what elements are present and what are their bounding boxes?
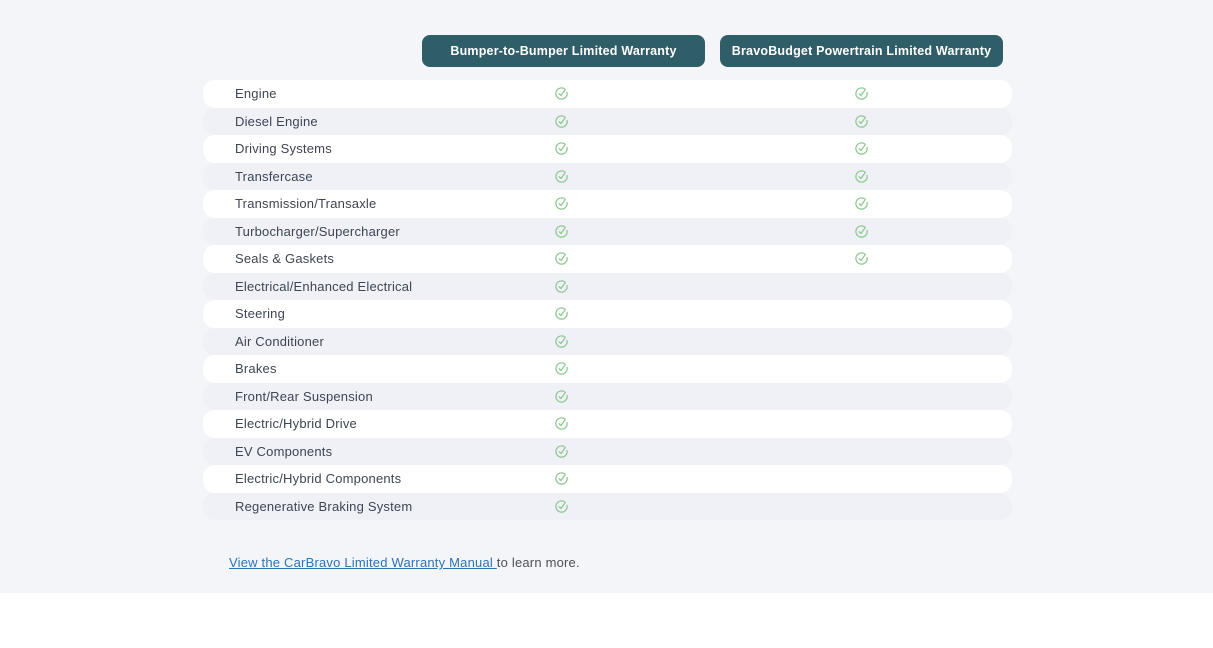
footer-note (229, 555, 580, 570)
check-circle-icon (554, 251, 569, 266)
table-row (203, 163, 1012, 191)
component-label: Brakes (235, 361, 277, 377)
check-circle-icon (554, 444, 569, 459)
check-circle-icon (554, 196, 569, 211)
check-circle-icon (554, 86, 569, 101)
table-row (203, 80, 1012, 108)
component-label: Electric/Hybrid Components (235, 471, 402, 487)
check-circle-icon (554, 361, 569, 376)
component-label: Diesel Engine (235, 113, 318, 129)
table-row (203, 438, 1012, 466)
component-label: Air Conditioner (235, 333, 324, 349)
component-label: Front/Rear Suspension (235, 388, 373, 404)
check-circle-icon (854, 251, 869, 266)
check-circle-icon (854, 169, 869, 184)
component-label: Transmission/Transaxle (235, 196, 377, 212)
warranty-manual-link[interactable]: View the CarBravo Limited Warranty Manual (229, 555, 497, 570)
check-circle-icon (554, 169, 569, 184)
check-circle-icon (854, 114, 869, 129)
component-label: Seals & Gaskets (235, 251, 335, 267)
check-circle-icon (554, 416, 569, 431)
table-row (203, 328, 1012, 356)
coverage-comparison-table (203, 80, 1012, 520)
check-circle-icon (554, 141, 569, 156)
check-circle-icon (554, 306, 569, 321)
table-row (203, 300, 1012, 328)
column-header-bravobudget-powertrain-warranty[interactable]: BravoBudget Powertrain Limited Warranty (720, 35, 1003, 67)
check-circle-icon (554, 334, 569, 349)
table-row (203, 135, 1012, 163)
component-label: Regenerative Braking System (235, 498, 413, 514)
table-row (203, 383, 1012, 411)
component-label: Transfercase (235, 168, 313, 184)
table-row (203, 273, 1012, 301)
component-label: Electric/Hybrid Drive (235, 416, 357, 432)
column-header-bumper-to-bumper-warranty[interactable]: Bumper-to-Bumper Limited Warranty (422, 35, 705, 67)
check-circle-icon (554, 389, 569, 404)
table-row (203, 410, 1012, 438)
table-row (203, 108, 1012, 136)
component-label: Driving Systems (235, 141, 332, 157)
table-row (203, 245, 1012, 273)
component-label: Steering (235, 306, 286, 322)
check-circle-icon (554, 499, 569, 514)
component-label: Turbocharger/Supercharger (235, 223, 400, 239)
check-circle-icon (854, 86, 869, 101)
check-circle-icon (554, 279, 569, 294)
table-row (203, 355, 1012, 383)
check-circle-icon (554, 471, 569, 486)
check-circle-icon (554, 224, 569, 239)
component-label: EV Components (235, 443, 333, 459)
table-row (203, 465, 1012, 493)
table-row (203, 218, 1012, 246)
check-circle-icon (854, 224, 869, 239)
table-row (203, 190, 1012, 218)
component-label: Engine (235, 86, 277, 102)
check-circle-icon (854, 196, 869, 211)
check-circle-icon (854, 141, 869, 156)
check-circle-icon (554, 114, 569, 129)
footer-suffix-text: to learn more. (496, 555, 580, 570)
table-row (203, 493, 1012, 521)
component-label: Electrical/Enhanced Electrical (235, 278, 413, 294)
